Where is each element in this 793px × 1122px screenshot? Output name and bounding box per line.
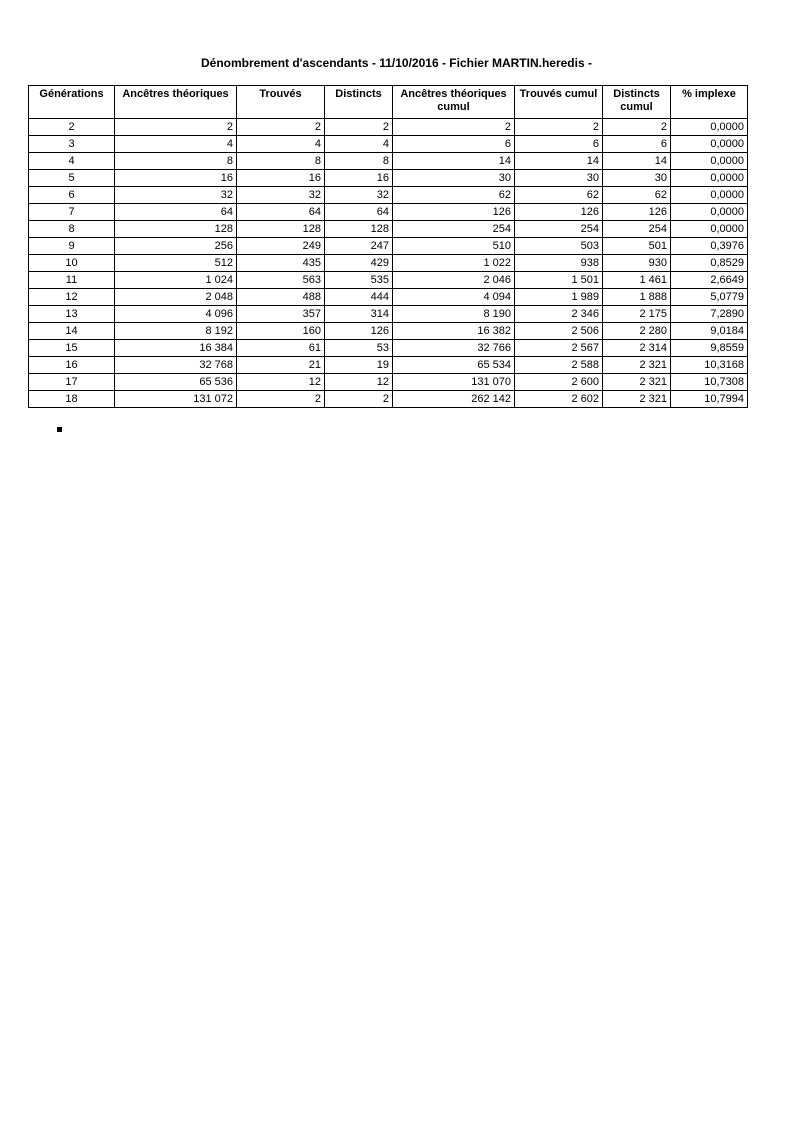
header-trouves: Trouvés	[237, 86, 325, 119]
table-row	[29, 153, 748, 170]
table-cell: 16	[325, 170, 393, 187]
table-cell: 8	[325, 153, 393, 170]
table-cell: 2	[393, 119, 515, 136]
table-cell: 6	[603, 136, 671, 153]
table-cell: 1 022	[393, 255, 515, 272]
table-cell: 2 321	[603, 391, 671, 408]
table-cell: 16	[29, 357, 115, 374]
table-cell: 15	[29, 340, 115, 357]
table-cell: 16	[115, 170, 237, 187]
table-cell: 131 072	[115, 391, 237, 408]
header-generations: Générations	[29, 86, 115, 119]
table-cell: 30	[603, 170, 671, 187]
table-cell: 254	[393, 221, 515, 238]
table-cell: 10,7308	[671, 374, 748, 391]
table-cell: 9,0184	[671, 323, 748, 340]
table-cell: 62	[393, 187, 515, 204]
table-cell: 21	[237, 357, 325, 374]
table-cell: 4	[237, 136, 325, 153]
table-cell: 9	[29, 238, 115, 255]
table-row	[29, 357, 748, 374]
table-cell: 0,0000	[671, 136, 748, 153]
table-cell: 14	[515, 153, 603, 170]
table-cell: 2	[115, 119, 237, 136]
table-cell: 64	[237, 204, 325, 221]
table-cell: 2 175	[603, 306, 671, 323]
table-cell: 17	[29, 374, 115, 391]
table-row	[29, 391, 748, 408]
table-cell: 8	[237, 153, 325, 170]
table-row	[29, 119, 748, 136]
table-cell: 12	[29, 289, 115, 306]
table-cell: 14	[29, 323, 115, 340]
table-cell: 19	[325, 357, 393, 374]
table-row	[29, 204, 748, 221]
table-row	[29, 306, 748, 323]
table-cell: 126	[325, 323, 393, 340]
table-cell: 16	[237, 170, 325, 187]
table-cell: 14	[603, 153, 671, 170]
table-cell: 247	[325, 238, 393, 255]
table-cell: 131 070	[393, 374, 515, 391]
table-cell: 7	[29, 204, 115, 221]
table-cell: 4 094	[393, 289, 515, 306]
table-cell: 65 534	[393, 357, 515, 374]
table-cell: 938	[515, 255, 603, 272]
table-cell: 512	[115, 255, 237, 272]
table-row	[29, 323, 748, 340]
table-cell: 503	[515, 238, 603, 255]
table-cell: 2 321	[603, 374, 671, 391]
table-cell: 4 096	[115, 306, 237, 323]
table-cell: 10,3168	[671, 357, 748, 374]
table-cell: 249	[237, 238, 325, 255]
table-row	[29, 238, 748, 255]
table-cell: 128	[237, 221, 325, 238]
table-row	[29, 374, 748, 391]
table-cell: 2 314	[603, 340, 671, 357]
table-cell: 126	[393, 204, 515, 221]
table-cell: 501	[603, 238, 671, 255]
bullet-mark	[57, 427, 62, 432]
table-cell: 32	[115, 187, 237, 204]
table-cell: 16 384	[115, 340, 237, 357]
table-cell: 5	[29, 170, 115, 187]
table-row	[29, 340, 748, 357]
table-cell: 3	[29, 136, 115, 153]
table-cell: 18	[29, 391, 115, 408]
table-cell: 2	[325, 119, 393, 136]
table-cell: 10	[29, 255, 115, 272]
table-cell: 262 142	[393, 391, 515, 408]
table-cell: 62	[603, 187, 671, 204]
table-cell: 2,6649	[671, 272, 748, 289]
table-cell: 444	[325, 289, 393, 306]
table-cell: 314	[325, 306, 393, 323]
table-cell: 4	[115, 136, 237, 153]
table-cell: 12	[325, 374, 393, 391]
table-cell: 0,0000	[671, 153, 748, 170]
table-cell: 254	[515, 221, 603, 238]
table-cell: 2 346	[515, 306, 603, 323]
table-cell: 2	[237, 391, 325, 408]
table-cell: 2 602	[515, 391, 603, 408]
table-cell: 563	[237, 272, 325, 289]
table-cell: 64	[115, 204, 237, 221]
table-cell: 11	[29, 272, 115, 289]
table-cell: 2 321	[603, 357, 671, 374]
table-cell: 0,0000	[671, 170, 748, 187]
table-cell: 435	[237, 255, 325, 272]
table-row	[29, 272, 748, 289]
table-cell: 7,2890	[671, 306, 748, 323]
table-cell: 6	[29, 187, 115, 204]
table-cell: 2	[237, 119, 325, 136]
table-cell: 62	[515, 187, 603, 204]
table-cell: 8 190	[393, 306, 515, 323]
table-cell: 0,3976	[671, 238, 748, 255]
table-cell: 13	[29, 306, 115, 323]
table-cell: 535	[325, 272, 393, 289]
table-cell: 0,8529	[671, 255, 748, 272]
table-cell: 6	[515, 136, 603, 153]
table-cell: 14	[393, 153, 515, 170]
table-cell: 2	[29, 119, 115, 136]
table-cell: 30	[515, 170, 603, 187]
table-cell: 2 506	[515, 323, 603, 340]
table-cell: 930	[603, 255, 671, 272]
table-cell: 5,0779	[671, 289, 748, 306]
header-ancetres-theoriques-cumul: Ancêtres théoriques cumul	[393, 86, 515, 119]
table-row	[29, 170, 748, 187]
table-cell: 2 046	[393, 272, 515, 289]
table-cell: 16 382	[393, 323, 515, 340]
table-cell: 2 280	[603, 323, 671, 340]
table-cell: 2	[325, 391, 393, 408]
table-cell: 8 192	[115, 323, 237, 340]
table-cell: 10,7994	[671, 391, 748, 408]
table-row	[29, 221, 748, 238]
header-implexe: % implexe	[671, 86, 748, 119]
table-cell: 12	[237, 374, 325, 391]
table-cell: 53	[325, 340, 393, 357]
table-cell: 30	[393, 170, 515, 187]
table-row	[29, 136, 748, 153]
table-row	[29, 187, 748, 204]
table-cell: 6	[393, 136, 515, 153]
table-row	[29, 255, 748, 272]
table-cell: 488	[237, 289, 325, 306]
ascendants-table	[28, 85, 748, 408]
page-title: Dénombrement d'ascendants - 11/10/2016 - Fichier MARTIN.heredis -	[201, 56, 592, 70]
table-cell: 32	[325, 187, 393, 204]
table-cell: 1 989	[515, 289, 603, 306]
table-cell: 0,0000	[671, 204, 748, 221]
header-distincts: Distincts	[325, 86, 393, 119]
table-cell: 65 536	[115, 374, 237, 391]
table-cell: 160	[237, 323, 325, 340]
table-cell: 2	[515, 119, 603, 136]
table-cell: 126	[515, 204, 603, 221]
table-cell: 8	[29, 221, 115, 238]
table-cell: 1 461	[603, 272, 671, 289]
table-cell: 510	[393, 238, 515, 255]
header-ancetres-theoriques: Ancêtres théoriques	[115, 86, 237, 119]
table-cell: 126	[603, 204, 671, 221]
table-cell: 2	[603, 119, 671, 136]
table-cell: 0,0000	[671, 187, 748, 204]
table-cell: 128	[325, 221, 393, 238]
table-cell: 4	[29, 153, 115, 170]
header-distincts-cumul: Distincts cumul	[603, 86, 671, 119]
table-cell: 128	[115, 221, 237, 238]
table-cell: 8	[115, 153, 237, 170]
table-cell: 2 048	[115, 289, 237, 306]
table-cell: 32	[237, 187, 325, 204]
table-cell: 32 768	[115, 357, 237, 374]
table-cell: 1 501	[515, 272, 603, 289]
table-cell: 9,8559	[671, 340, 748, 357]
table-cell: 0,0000	[671, 221, 748, 238]
table-cell: 357	[237, 306, 325, 323]
table-cell: 256	[115, 238, 237, 255]
table-cell: 61	[237, 340, 325, 357]
table-cell: 0,0000	[671, 119, 748, 136]
table-cell: 2 600	[515, 374, 603, 391]
header-trouves-cumul: Trouvés cumul	[515, 86, 603, 119]
table-row	[29, 289, 748, 306]
table-cell: 2 588	[515, 357, 603, 374]
table-cell: 254	[603, 221, 671, 238]
table-cell: 429	[325, 255, 393, 272]
table-cell: 2 567	[515, 340, 603, 357]
table-cell: 64	[325, 204, 393, 221]
table-header-row	[29, 86, 748, 119]
table-body	[29, 119, 748, 408]
table-cell: 4	[325, 136, 393, 153]
table-cell: 32 766	[393, 340, 515, 357]
table-cell: 1 888	[603, 289, 671, 306]
table-cell: 1 024	[115, 272, 237, 289]
